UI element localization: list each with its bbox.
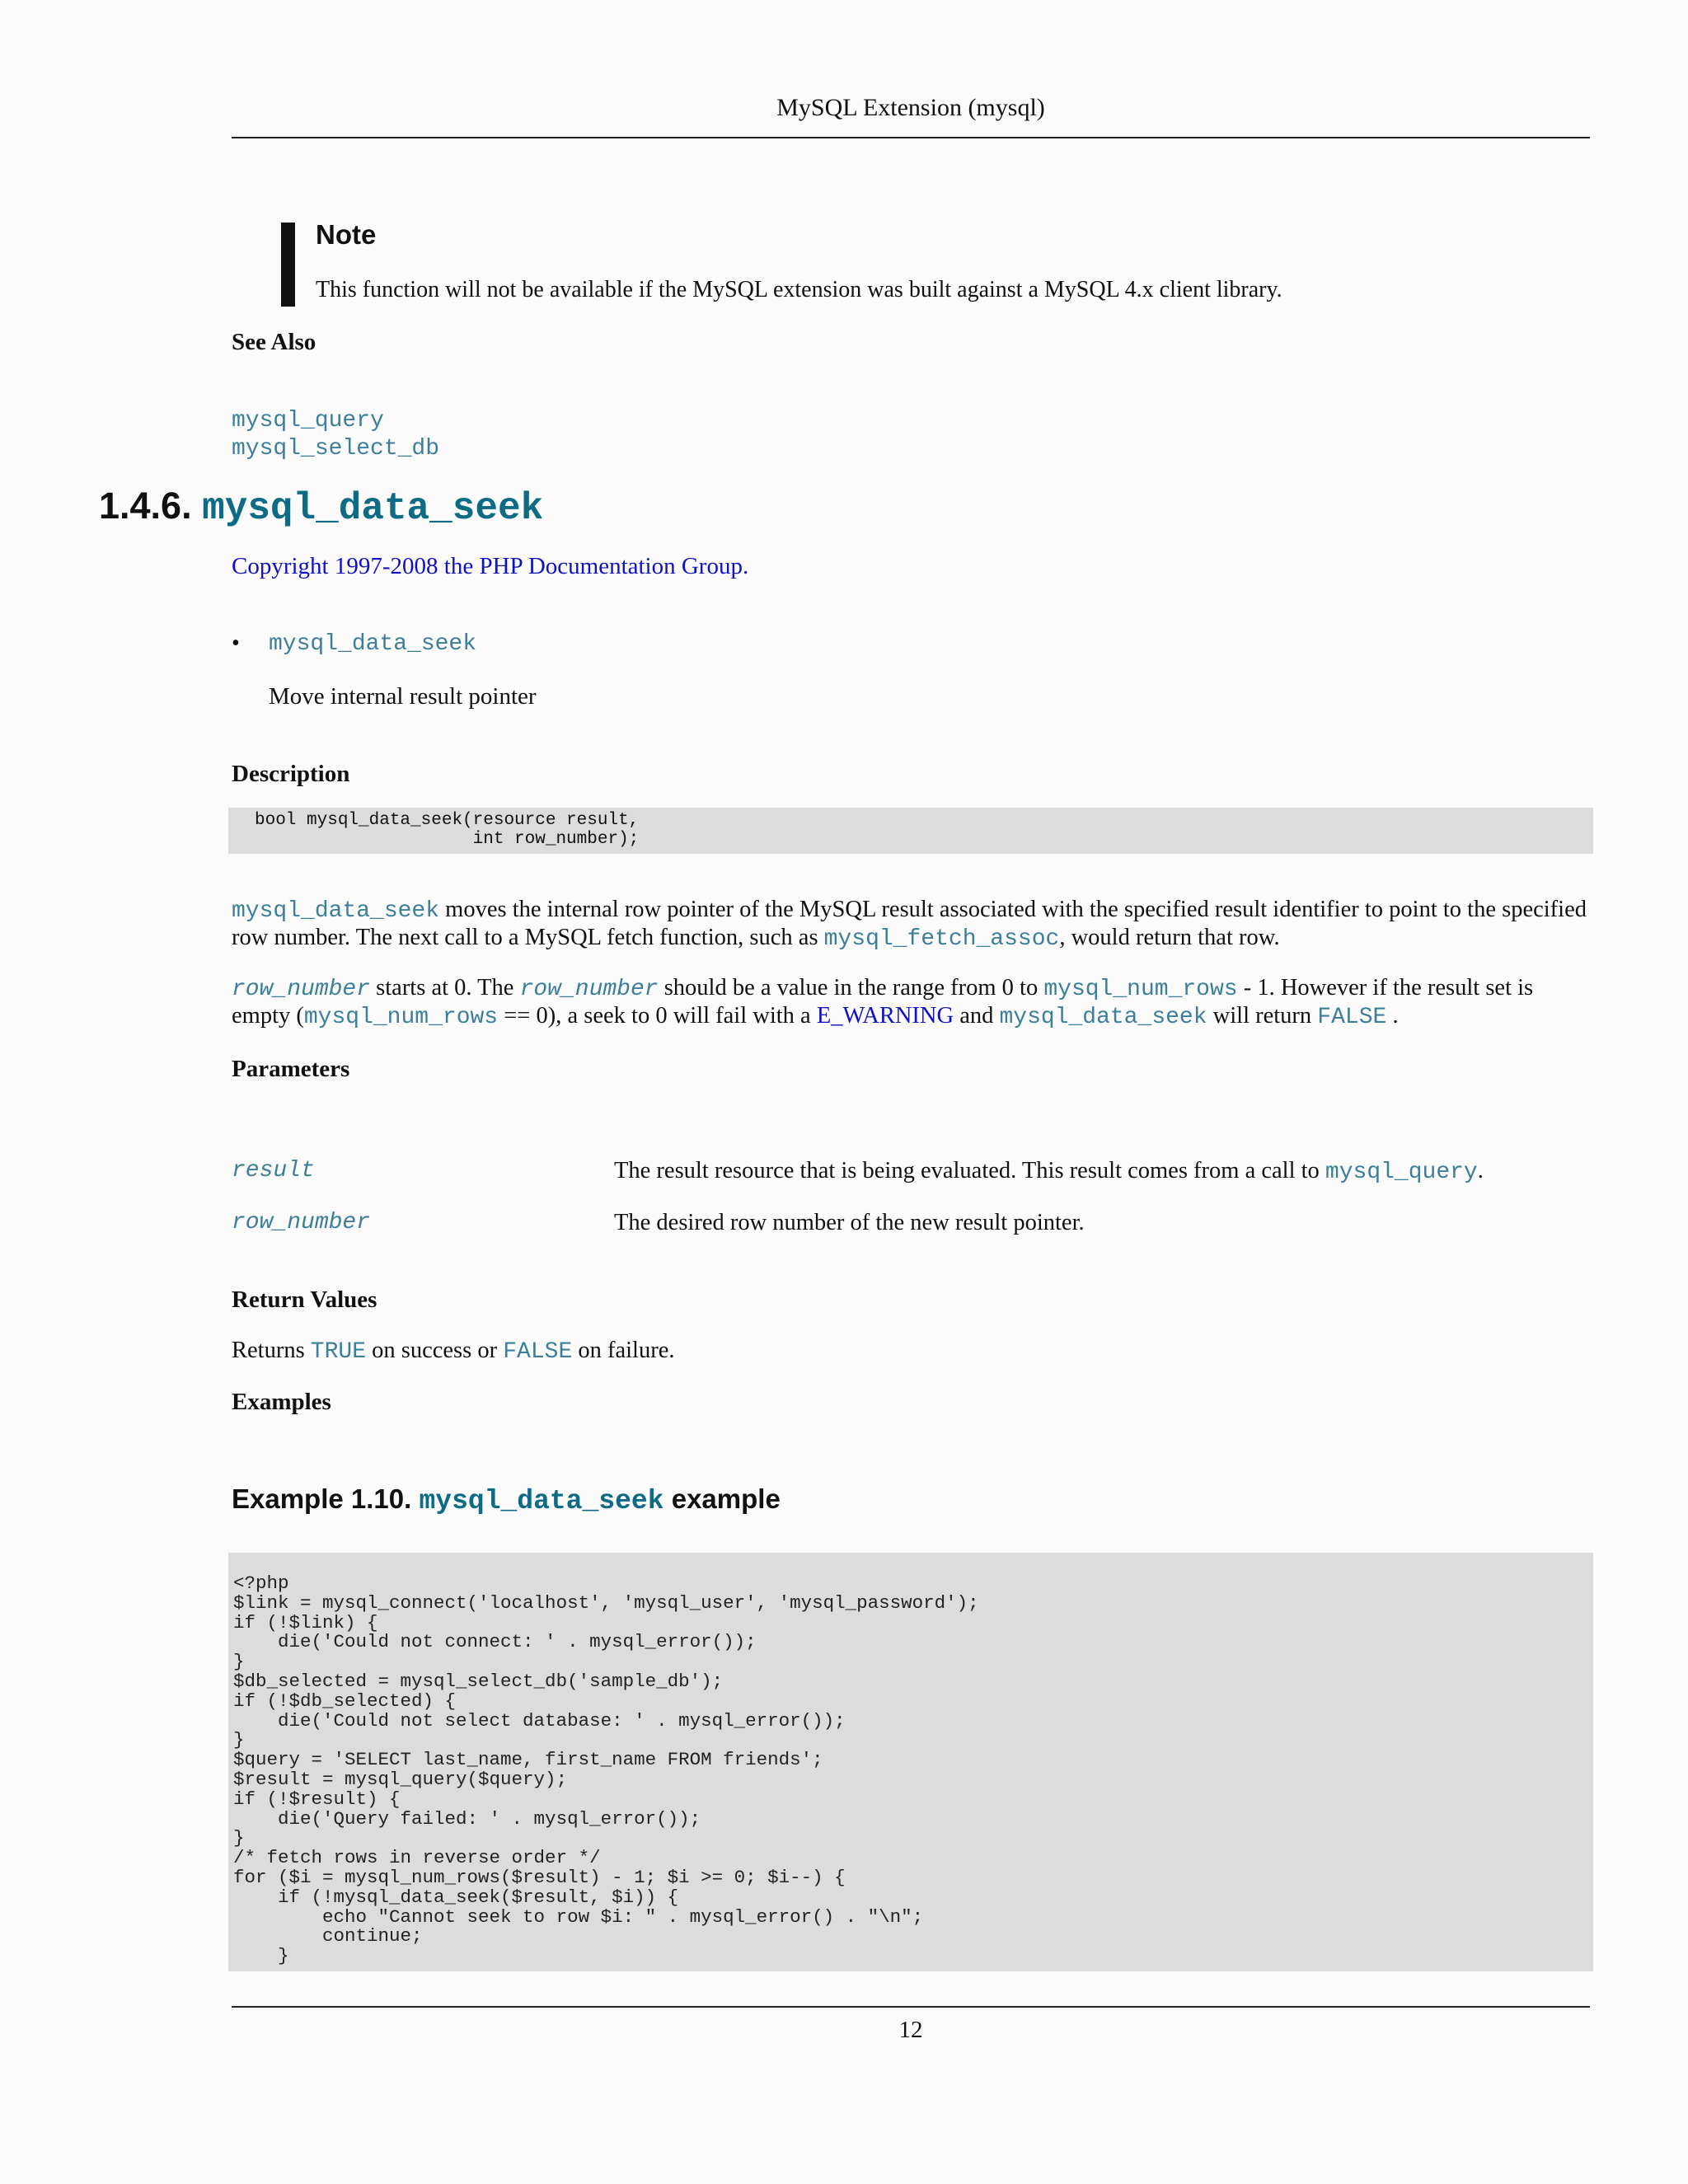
header-rule [232,137,1590,138]
note-title: Note [316,219,377,250]
param-name-result: result [232,1158,315,1183]
example-title-prefix: Example 1.10. [232,1483,412,1514]
running-header: MySQL Extension (mysql) [776,94,1045,121]
param-row-number: row_number [519,977,659,1002]
num-rows-link[interactable]: mysql_num_rows [303,1005,499,1030]
section-number: 1.4.6. [99,485,192,527]
bullet-description: Move internal result pointer [269,683,537,710]
param-desc-result: The result resource that is being evaluated. This result comes from a call to mysql_query. [614,1158,1484,1185]
bullet-function-link[interactable]: mysql_data_seek [269,631,477,657]
e-warning-link[interactable]: E_WARNING [816,1003,954,1029]
fn-link[interactable]: mysql_data_seek [232,898,440,924]
mysql-query-link[interactable]: mysql_query [1325,1160,1478,1185]
false-constant: FALSE [1317,1005,1387,1030]
bullet-marker: • [232,630,240,656]
function-synopsis: bool mysql_data_seek(resource result, int row_number); [228,808,1593,854]
section-function-name: mysql_data_seek [202,487,544,530]
num-rows-link[interactable]: mysql_num_rows [1043,977,1238,1002]
parameters-heading: Parameters [232,1056,350,1082]
example-title-suffix: example [671,1483,781,1514]
page-number: 12 [898,2017,923,2043]
description-paragraph-1: mysql_data_seek moves the internal row pointer of the MySQL result associated with the specified result identifier to point to the specified row number. The next call to a MySQL fetch function, such as mysql_fetch_assoc, would return that row. [232,897,1587,952]
note-bar [281,223,295,307]
return-values-text: Returns TRUE on success or FALSE on failure. [232,1338,675,1365]
param-row-number: row_number [232,977,371,1002]
example-code: <?php $link = mysql_connect('localhost', 'mysql_user', 'mysql_password'); if (!$link) { die('Could not connect: ' . mysql_error()); } $db_selected = mysql_select_db('sample_db'); if (!$db_selected) { die('Could not select database: ' . mysql_error()); } $query = 'SELECT last_name, first_name FROM friends'; $result = mysql_query($query); if (!$result) { die('Query failed: ' . mysql_error()); } /* fetch rows in reverse order */ for ($i = mysql_num_rows($result) - 1; $i >= 0; $i--) { if (!mysql_data_seek($result, $i)) { echo "Cannot seek to row $i: " . mysql_error() . "\n"; continue; } [233,1572,979,1967]
see-also-link-mysql-select-db[interactable]: mysql_select_db [232,436,440,462]
fn-link[interactable]: mysql_data_seek [999,1005,1207,1030]
description-paragraph-2: row_number starts at 0. The row_number should be a value in the range from 0 to mysql_num_rows - 1. However if the result set is empty (mysql_num_rows == 0), a seek to 0 will fail with a E_WARNING and mysql_data_seek will return FALSE . [232,975,1534,1030]
example-title [232,1483,781,1516]
fetch-assoc-link[interactable]: mysql_fetch_assoc [823,926,1060,952]
description-heading: Description [232,761,350,787]
true-constant: TRUE [310,1339,367,1365]
see-also-list [232,407,439,463]
examples-heading: Examples [232,1389,331,1415]
copyright-link[interactable]: Copyright 1997-2008 the PHP Documentation Group. [232,553,749,579]
see-also-heading: See Also [232,329,316,355]
section-heading [99,485,543,530]
note-text: This function will not be available if the MySQL extension was built against a MySQL 4.x client library. [316,277,1282,302]
return-values-heading: Return Values [232,1286,377,1313]
param-desc-row-number: The desired row number of the new result pointer. [614,1210,1085,1235]
example-title-function: mysql_data_seek [419,1486,664,1516]
false-constant: FALSE [503,1339,573,1365]
param-name-row-number: row_number [232,1210,371,1235]
see-also-link-mysql-query[interactable]: mysql_query [232,408,384,434]
footer-rule [232,2006,1590,2008]
